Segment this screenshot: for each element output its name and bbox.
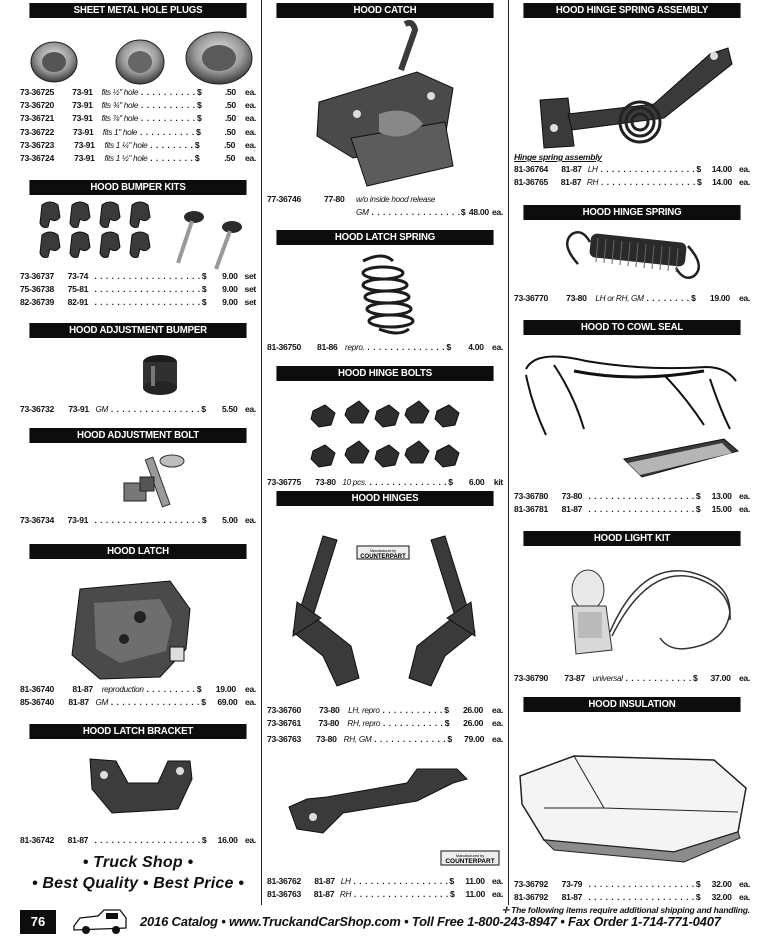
hinge-bolts-rows: [267, 476, 503, 489]
hole-plugs-image: [20, 18, 256, 86]
table-row: GM . . . . . . . . . . . . . . . . $ 48.00 ea.: [356, 207, 503, 218]
section-hood-hinges: [267, 491, 503, 901]
hood-latch-image: [20, 559, 256, 683]
light-kit-illustration: [514, 546, 750, 672]
hinge-bolts-image: [267, 381, 503, 476]
counterpart-badge-top-2: Manufactured by: [455, 853, 485, 858]
section-hood-hinge-bolts: [267, 366, 503, 489]
hinge-spring-image: [514, 220, 750, 292]
hood-hinges-image: [267, 506, 503, 704]
section-title: HOOD LIGHT KIT: [523, 531, 740, 546]
light-kit-rows: [514, 672, 750, 685]
table-row: 73-36780 73-80 . . . . . . . . . . . . . . . . . . . $ 13.00 ea.: [514, 491, 750, 501]
table-row: 85-36740 81-87 GM . . . . . . . . . . . . . . . . $ 69.00 ea.: [20, 697, 256, 708]
section-title: HOOD TO COWL SEAL: [523, 320, 740, 335]
table-row: 73-36723 73-91 fits 1 ¼" hole . . . . . . . . $ .50 ea.: [20, 139, 256, 150]
table-row: 81-36765 81-87 RH . . . . . . . . . . . . . . . . . $ 14.00 ea.: [514, 177, 750, 188]
cowl-seal-image: [514, 335, 750, 490]
bumper-kits-image: [20, 195, 256, 270]
hole-plugs-illustration: [20, 18, 256, 86]
light-kit-image: [514, 546, 750, 672]
section-title: HOOD LATCH BRACKET: [29, 724, 246, 739]
hood-hinges-illustration: [267, 506, 503, 704]
hood-latch-illustration: [20, 559, 256, 683]
spring-assembly-illustration: [514, 18, 750, 152]
table-row: 81-36750 81-86 repro. . . . . . . . . . . . . . . $ 4.00 ea.: [267, 342, 504, 352]
table-row: 73-36724 73-91 fits 1 ½" hole . . . . . . . . $ .50 ea.: [20, 152, 256, 163]
spring-assembly-caption: Hinge spring assembly: [514, 152, 602, 162]
table-row: 73-36790 73-87 universal . . . . . . . . . . . . $ 37.00 ea.: [514, 673, 750, 683]
section-sheet-metal-hole-plugs: [20, 3, 256, 165]
section-title: HOOD HINGES: [276, 491, 493, 506]
hood-hinges-81-87-rows: [267, 875, 503, 901]
cowl-seal-rows: [514, 490, 750, 516]
section-title: SHEET METAL HOLE PLUGS: [29, 3, 246, 18]
adjustment-bolt-illustration: [20, 443, 256, 514]
section-title: HOOD CATCH: [276, 3, 493, 18]
table-row: 75-36738 75-81 . . . . . . . . . . . . . . . . . . . $ 9.00 set: [20, 284, 256, 295]
section-hood-to-cowl-seal: [514, 320, 750, 516]
hinge-spring-rows: [514, 292, 750, 305]
section-hood-latch: [20, 544, 256, 709]
section-hood-hinge-spring: [514, 205, 750, 305]
table-row: 73-36775 73-80 10 pcs. . . . . . . . . . . . . . . $ 6.00 kit: [267, 477, 503, 487]
counterpart-badge-brand-2: COUNTERPART: [445, 857, 495, 865]
latch-bracket-illustration: [20, 739, 256, 834]
section-hood-adjustment-bumper: [20, 323, 256, 416]
table-row: 73-36761 73-80 RH, repro . . . . . . . . . . . $ 26.00 ea.: [267, 718, 503, 729]
spring-assembly-rows: [514, 163, 750, 189]
page-number: 76: [20, 910, 56, 934]
adjustment-bumper-image: [20, 338, 256, 403]
adjustment-bumper-rows: [20, 403, 256, 416]
section-title: HOOD HINGE SPRING ASSEMBLY: [523, 3, 740, 18]
table-row: 81-36781 81-87 . . . . . . . . . . . . . . . . . . . $ 15.00 ea.: [514, 504, 750, 515]
insulation-rows: [514, 878, 750, 904]
insulation-image: [514, 712, 750, 878]
table-row: 73-36720 73-91 fits ¾" hole . . . . . . . . . . $ .50 ea.: [20, 100, 257, 111]
section-title: HOOD LATCH SPRING: [276, 230, 493, 245]
table-row: 77-36746 77-80 w/o inside hood release: [267, 194, 436, 204]
hood-catch-rows: [267, 193, 503, 219]
table-row: 81-36792 81-87 . . . . . . . . . . . . . . . . . . . $ 32.00 ea.: [514, 892, 750, 903]
truck-logo-icon: [70, 908, 130, 936]
table-row: 82-36739 82-91 . . . . . . . . . . . . . . . . . . . $ 9.00 set: [20, 297, 256, 308]
section-hood-light-kit: [514, 531, 750, 685]
hinge-bolts-illustration: [267, 381, 503, 476]
hood-latch-rows: [20, 683, 256, 709]
section-title: HOOD ADJUSTMENT BUMPER: [29, 323, 246, 338]
adjustment-bolt-image: [20, 443, 256, 514]
section-hood-insulation: [514, 697, 750, 904]
section-title: HOOD HINGE SPRING: [523, 205, 740, 220]
latch-bracket-image: [20, 739, 256, 834]
hood-hinges-rows: [267, 704, 503, 747]
adjustment-bolt-rows: [20, 514, 256, 527]
section-hood-latch-spring: [267, 230, 503, 354]
table-row: 73-36721 73-91 fits ⅞" hole . . . . . . . . . . $ .50 ea.: [20, 113, 257, 124]
insulation-illustration: [514, 712, 750, 878]
promo-line-2: • Best Quality • Best Price •: [31, 875, 244, 892]
column-divider-2: [508, 0, 509, 905]
bumper-kits-illustration: [20, 195, 256, 270]
table-row: 73-36732 73-91 GM . . . . . . . . . . . . . . . . $ 5.50 ea.: [20, 404, 256, 414]
section-hood-catch: [267, 3, 503, 219]
counterpart-badge-top: Manufactured by: [369, 549, 397, 553]
hood-hinges-81-87-image: [267, 747, 503, 875]
hinge-spring-illustration: [514, 220, 750, 292]
section-title: HOOD HINGE BOLTS: [276, 366, 493, 381]
section-hood-hinge-spring-assembly: [514, 3, 750, 189]
section-title: HOOD BUMPER KITS: [29, 180, 246, 195]
table-row: 81-36742 81-87 . . . . . . . . . . . . . . . . . . . $ 16.00 ea.: [20, 835, 256, 845]
table-row: 81-36763 81-87 RH . . . . . . . . . . . . . . . . . $ 11.00 ea.: [267, 888, 503, 899]
table-row: 81-36762 81-87 LH . . . . . . . . . . . . . . . . . $ 11.00 ea.: [267, 875, 503, 886]
spring-assembly-image: [514, 18, 750, 152]
column-divider-1: [261, 0, 262, 905]
table-row: 73-36722 73-91 fits 1" hole . . . . . . . . . . $ .50 ea.: [20, 126, 256, 137]
adjustment-bumper-illustration: [20, 338, 256, 403]
section-hood-bumper-kits: [20, 180, 256, 310]
latch-spring-rows: [267, 341, 503, 354]
section-title: HOOD INSULATION: [523, 697, 740, 712]
table-row: 73-36734 73-91 . . . . . . . . . . . . . . . . . . . $ 5.00 ea.: [20, 515, 256, 525]
latch-bracket-rows: [20, 834, 256, 847]
table-row: 73-36725 73-91 fits ½" hole . . . . . . . . . . $ .50 ea.: [20, 87, 257, 97]
shipping-note: ✛ The following items require additional shipping and handling.: [501, 905, 750, 915]
hood-hinge-81-87-illustration: [267, 747, 503, 875]
section-hood-latch-bracket: [20, 724, 256, 847]
hood-catch-image: [267, 18, 503, 193]
section-title: HOOD LATCH: [29, 544, 246, 559]
counterpart-badge-brand: COUNTERPART: [360, 554, 406, 560]
catalog-info: 2016 Catalog • www.TruckandCarShop.com • Toll Free 1-800-243-8947 • Fax Order 1-714-771-0407: [140, 914, 721, 929]
latch-spring-image: [267, 245, 503, 341]
cowl-seal-illustration: [514, 335, 750, 490]
table-row: 73-36760 73-80 LH, repro . . . . . . . . . . . $ 26.00 ea.: [267, 705, 504, 715]
table-row: 73-36737 73-74 . . . . . . . . . . . . . . . . . . . $ 9.00 set: [20, 271, 256, 281]
table-row: 73-36763 73-80 RH, GM . . . . . . . . . . . . . $ 79.00 ea.: [267, 734, 504, 745]
table-row: 81-36740 81-87 reproduction . . . . . . . . . $ 19.00 ea.: [20, 684, 257, 694]
latch-spring-illustration: [267, 245, 503, 341]
bumper-kits-rows: [20, 270, 256, 310]
hood-catch-illustration: [267, 18, 503, 193]
section-title: HOOD ADJUSTMENT BOLT: [29, 428, 246, 443]
table-row: 81-36764 81-87 LH . . . . . . . . . . . . . . . . . $ 14.00 ea.: [514, 164, 750, 174]
section-hood-adjustment-bolt: [20, 428, 256, 527]
table-row: 73-36770 73-80 LH or RH, GM . . . . . . . . $ 19.00 ea.: [514, 293, 750, 303]
hole-plugs-rows: [20, 86, 256, 165]
promo-line-1: • Truck Shop •: [82, 854, 194, 871]
table-row: 73-36792 73-79 . . . . . . . . . . . . . . . . . . . $ 32.00 ea.: [514, 879, 750, 889]
